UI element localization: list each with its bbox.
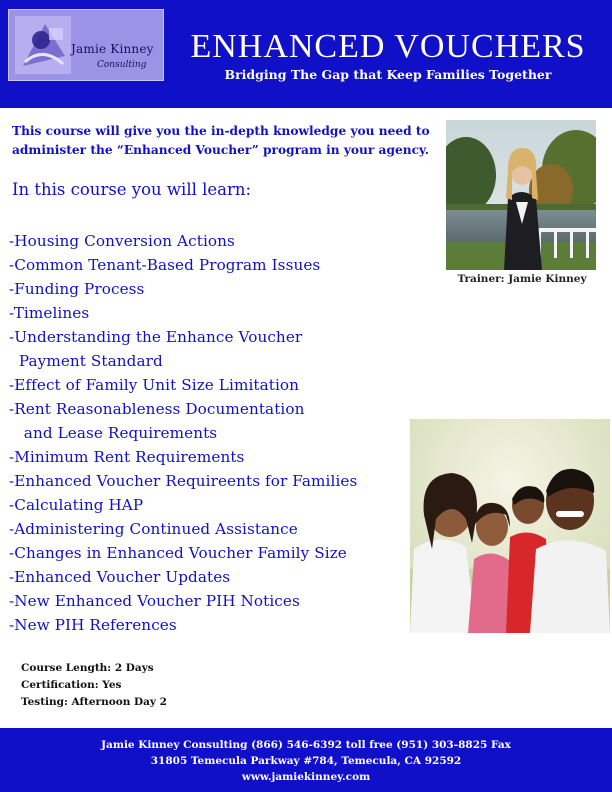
list-item: -Minimum Rent Requirements (9, 448, 245, 466)
list-item: -Administering Continued Assistance (9, 520, 298, 538)
logo-subtitle: Consulting (97, 60, 147, 70)
header-banner (0, 0, 612, 108)
list-item: and Lease Requirements (9, 424, 218, 442)
list-item: -New PIH References (9, 616, 177, 634)
list-item: -Common Tenant-Based Program Issues (9, 256, 321, 274)
list-item: -Effect of Family Unit Size Limitation (9, 376, 300, 394)
course-length: Course Length: 2 Days (21, 662, 154, 674)
list-item: -New Enhanced Voucher PIH Notices (9, 592, 300, 610)
list-item: -Timelines (9, 304, 90, 322)
logo (8, 9, 164, 81)
topics-list (9, 229, 357, 637)
list-item: -Understanding the Enhance Voucher (9, 328, 303, 346)
list-item: -Enhanced Voucher Requireents for Families (9, 472, 358, 490)
list-item: -Enhanced Voucher Updates (9, 568, 231, 586)
list-item: -Housing Conversion Actions (9, 232, 235, 250)
page-title: ENHANCED VOUCHERS (190, 28, 586, 65)
list-item: -Calculating HAP (9, 496, 144, 514)
intro-line-2: administer the “Enhanced Voucher” program in your agency. (12, 143, 429, 157)
testing: Testing: Afternoon Day 2 (21, 696, 167, 708)
footer-banner (0, 728, 612, 792)
list-item: -Funding Process (9, 280, 145, 298)
certification: Certification: Yes (21, 679, 122, 691)
footer-website[interactable]: www.jamiekinney.com (241, 771, 371, 783)
list-item: -Rent Reasonableness Documentation (9, 400, 305, 418)
page-subtitle: Bridging The Gap that Keep Families Together (224, 67, 552, 82)
family-photo (410, 419, 610, 633)
list-item: Payment Standard (9, 352, 163, 370)
list-item: -Changes in Enhanced Voucher Family Size (9, 544, 347, 562)
logo-name: Jamie Kinney (71, 42, 154, 56)
family-photo-image (410, 419, 610, 633)
learn-heading: In this course you will learn: (12, 180, 252, 199)
intro-line-1: This course will give you the in-depth knowledge you need to (12, 124, 430, 138)
footer-contact: Jamie Kinney Consulting (866) 546-6392 toll free (951) 303-8825 Fax (101, 739, 511, 751)
trainer-photo-image (446, 120, 596, 270)
footer-address: 31805 Temecula Parkway #784, Temecula, CA 92592 (150, 755, 462, 767)
logo-emblem-icon (15, 16, 71, 74)
course-details (21, 660, 167, 711)
trainer-caption: Trainer: Jamie Kinney (457, 273, 587, 285)
intro-paragraph (12, 122, 442, 160)
trainer-photo (446, 120, 596, 270)
